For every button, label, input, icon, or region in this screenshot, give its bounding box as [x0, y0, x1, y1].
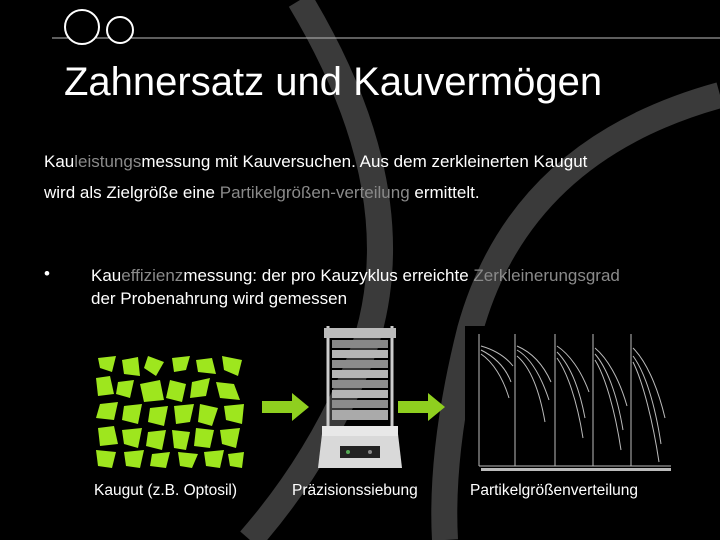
caption-kaugut: Kaugut (z.B. Optosil) [94, 482, 238, 499]
para-seg: ermittelt. [409, 183, 480, 202]
kaugut-image [94, 354, 246, 469]
para-seg: Kau [44, 152, 75, 171]
intro-paragraph [44, 146, 604, 208]
caption-siebung: Präzisionssiebung [292, 482, 418, 499]
arrow-right-icon [398, 392, 446, 422]
arrow-right-icon [262, 392, 310, 422]
bullet-text [91, 264, 631, 310]
para-seg-highlight: leistungs [74, 152, 142, 171]
logo-circle-small [107, 17, 133, 43]
logo-circle-large [65, 10, 99, 44]
para-seg: messung mit Kauversuchen. Aus dem zerkleinerten Kaugut wird als Zielgröße eine [44, 152, 588, 202]
sieve-machine-image [318, 322, 402, 472]
bullet-seg: messung: der pro Kauzyklus erreichte [183, 266, 474, 285]
bullet-seg-highlight: Zerkleinerungsgrad [473, 266, 620, 285]
particle-distribution-chart [465, 326, 677, 476]
para-seg-highlight: Partikelgrößen-verteilung [219, 183, 410, 202]
bullet-marker: • [44, 264, 50, 283]
bullet-seg-highlight: effizienz [121, 266, 184, 285]
caption-verteilung: Partikelgrößenverteilung [470, 482, 639, 499]
bullet-seg: der Probenahrung wird gemessen [91, 289, 348, 308]
slide-title: Zahnersatz und Kauvermögen [64, 60, 603, 104]
bullet-seg: Kau [91, 266, 122, 285]
